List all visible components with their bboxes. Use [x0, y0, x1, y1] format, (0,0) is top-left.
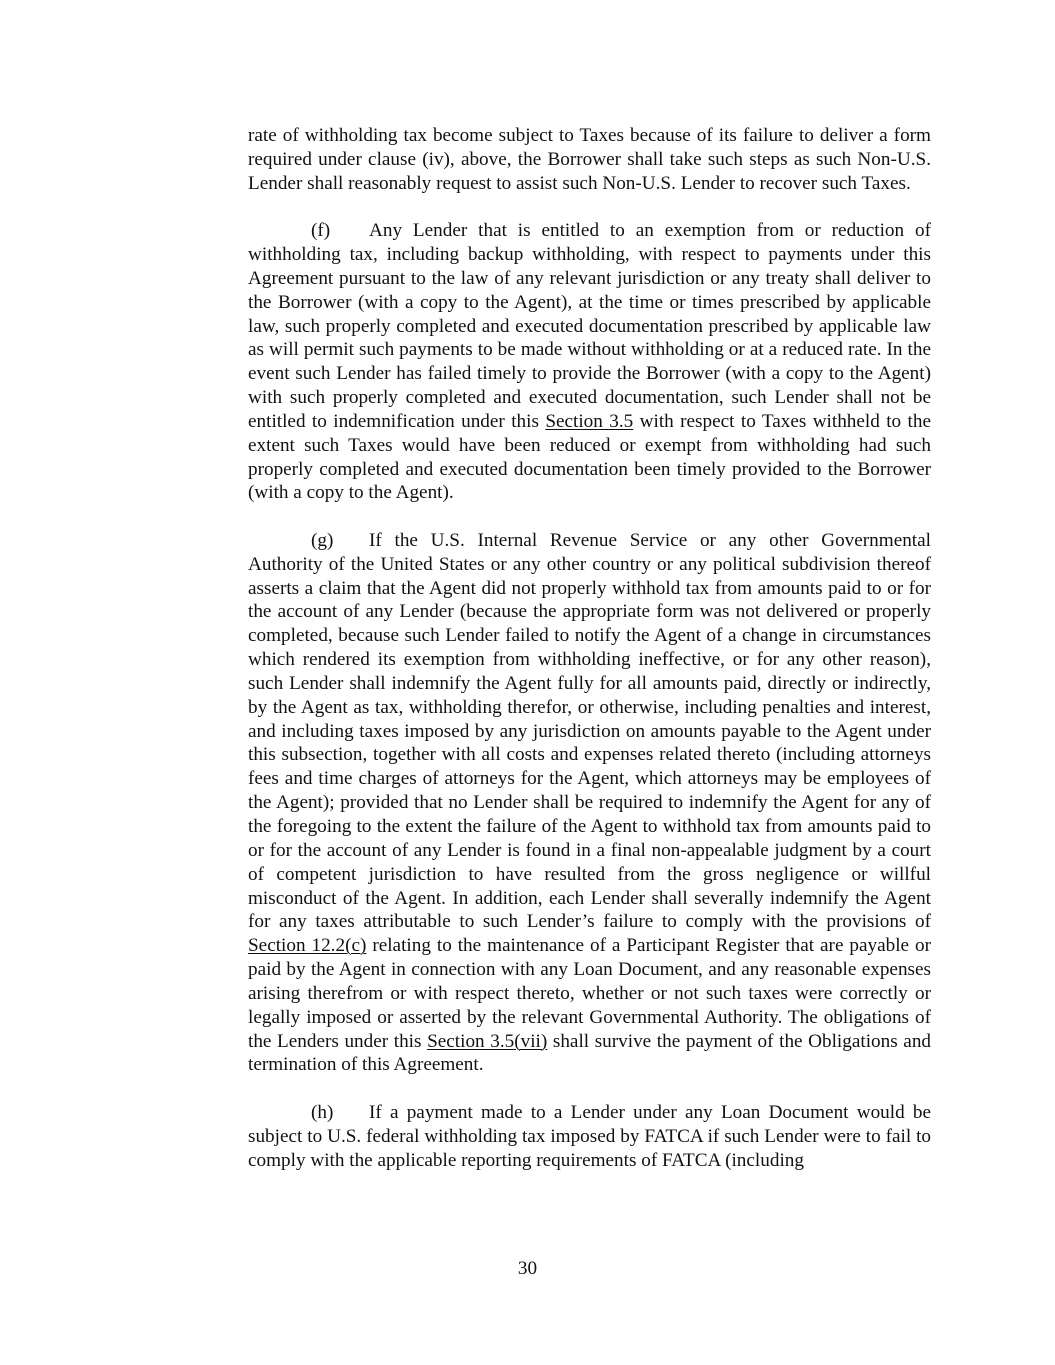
paragraph-g: [248, 529, 931, 1077]
paragraph-text: relating to the maintenance of a Participant Register that are payable or paid by the Agent in connection with any Loan Document, and any reasonable expenses arising therefrom or with respect thereto, whether or not such taxes were correctly or legally imposed or asserted by the relevant Governmental Authority. The obligations of the Lenders under this: [248, 935, 931, 1052]
paragraph-text: Any Lender that is entitled to an exemption from or reduction of withholding tax, including backup withholding, with respect to payments under this Agreement pursuant to the law of any relevant jurisdiction or any treaty shall deliver to the Borrower (with a copy to the Agent), at the time or times prescribed by applicable law, such properly completed and executed documentation prescribed by applicable law as will permit such payments to be made without withholding or at a reduced rate. In the event such Lender has failed timely to provide the Borrower (with a copy to the Agent) with such properly completed and executed documentation, such Lender shall not be entitled to indemnification under this: [248, 220, 931, 432]
paragraph-text: If a payment made to a Lender under any Loan Document would be subject to U.S. federal withholding tax imposed by FATCA if such Lender were to fail to comply with the applicable reporting requirements of FATCA (including: [248, 1101, 931, 1171]
paragraph-text: rate of withholding tax become subject to Taxes because of its failure to deliver a form required under clause (iv), above, the Borrower shall take such steps as such Non-U.S. Lender shall reasonably request to assist such Non-U.S. Lender to recover such Taxes.: [248, 125, 931, 194]
paragraph-label: (f): [311, 220, 331, 242]
section-cross-reference: Section 3.5(vii): [427, 1030, 548, 1052]
paragraph-f: [248, 219, 931, 505]
paragraph-text: shall survive the payment of the Obligations and termination of this Agreement.: [248, 1030, 932, 1076]
paragraph-h: [248, 1101, 931, 1173]
paragraph-label: (g): [311, 529, 334, 551]
document-body: [248, 124, 931, 1172]
paragraph-continuation: [248, 124, 931, 196]
section-cross-reference: Section 3.5: [545, 410, 634, 432]
page-number: 30: [517, 1258, 538, 1279]
paragraph-text: If the U.S. Internal Revenue Service or any other Governmental Authority of the United States or any other country or any political subdivision thereof asserts a claim that the Agent did not properly withhold tax from amounts paid to or for the account of any Lender (because the appropriate form was not delivered or properly completed, because such Lender failed to notify the Agent of a change in circumstances which rendered its exemption from withholding ineffective, or for any other reason), such Lender shall indemnify the Agent fully for all amounts paid, directly or indirectly, by the Agent as tax, withholding therefor, or otherwise, including penalties and interest, and including taxes imposed by any jurisdiction on amounts payable to the Agent under this subsection, together with all costs and expenses related thereto (including attorneys fees and time charges of attorneys for the Agent, which attorneys may be employees of the Agent); provided that no Lender shall be required to indemnify the Agent for any of the foregoing to the extent the failure of the Agent to withhold tax from amounts paid to or for the account of any Lender is found in a final non-appealable judgment by a court of competent jurisdiction to have resulted from the gross negligence or willful misconduct of the Agent. In addition, each Lender shall severally indemnify the Agent for any taxes attributable to such Lender’s failure to comply with the provisions of: [248, 529, 931, 933]
section-cross-reference: Section 12.2(c): [248, 935, 367, 957]
paragraph-text: with respect to Taxes withheld to the extent such Taxes would have been reduced or exempt from withholding had such properly completed and executed documentation been timely provided to the Borrower (with a copy to the Agent).: [248, 410, 931, 504]
paragraph-label: (h): [311, 1101, 334, 1123]
